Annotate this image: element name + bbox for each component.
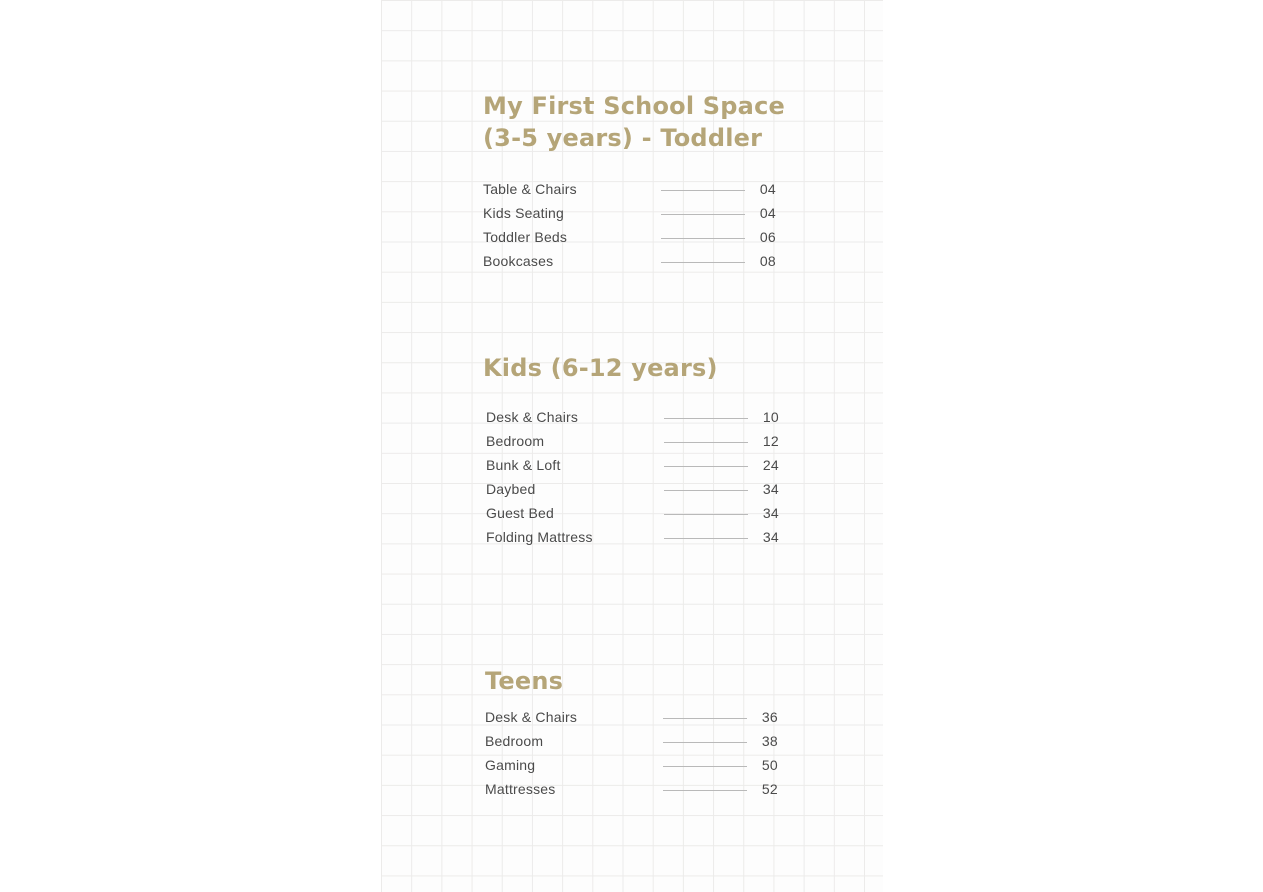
entry-page-number: 04	[759, 181, 776, 197]
contents-list	[483, 178, 785, 274]
entry-page-number: 12	[762, 433, 779, 449]
leader-line	[664, 466, 748, 467]
contents-entry-bedroom[interactable]	[486, 430, 781, 454]
contents-entry-daybed[interactable]	[486, 478, 781, 502]
leader-line	[661, 214, 745, 215]
entry-page-number: 04	[759, 205, 776, 221]
entry-label: Daybed	[486, 481, 536, 497]
section-title	[485, 665, 780, 697]
contents-entry-bunk-loft[interactable]	[486, 454, 781, 478]
entry-page-number: 34	[762, 505, 779, 521]
entry-page-number: 24	[762, 457, 779, 473]
entry-page-number: 52	[761, 781, 778, 797]
entry-page-number: 08	[759, 253, 776, 269]
entry-label: Kids Seating	[483, 205, 565, 221]
entry-page-number: 36	[761, 709, 778, 725]
contents-entry-desk-chairs[interactable]	[485, 706, 780, 730]
entry-page-number: 34	[762, 529, 779, 545]
contents-entry-bookcases[interactable]	[483, 250, 778, 274]
entry-label: Bunk & Loft	[486, 457, 561, 473]
entry-label: Table & Chairs	[483, 181, 577, 197]
contents-entry-table-chairs[interactable]	[483, 178, 778, 202]
contents-entry-desk-chairs[interactable]	[486, 406, 781, 430]
section-teens	[485, 665, 780, 802]
entry-label: Bedroom	[486, 433, 545, 449]
section-title-line: My First School Space	[483, 92, 785, 120]
leader-line	[664, 418, 748, 419]
leader-line	[664, 514, 748, 515]
section-toddler	[483, 90, 785, 274]
entry-label: Gaming	[485, 757, 536, 773]
leader-line	[663, 766, 747, 767]
leader-line	[661, 238, 745, 239]
entry-page-number: 06	[759, 229, 776, 245]
entry-label: Bookcases	[483, 253, 554, 269]
contents-entry-bedroom[interactable]	[485, 730, 780, 754]
contents-entry-guest-bed[interactable]	[486, 502, 781, 526]
leader-line	[664, 538, 748, 539]
contents-entry-kids-seating[interactable]	[483, 202, 778, 226]
entry-page-number: 10	[762, 409, 779, 425]
entry-label: Mattresses	[485, 781, 556, 797]
leader-line	[664, 490, 748, 491]
entry-page-number: 38	[761, 733, 778, 749]
leader-line	[663, 718, 747, 719]
entry-label: Desk & Chairs	[486, 409, 579, 425]
contents-entry-gaming[interactable]	[485, 754, 780, 778]
entry-label: Folding Mattress	[486, 529, 593, 545]
entry-page-number: 34	[762, 481, 779, 497]
catalog-contents-page	[381, 0, 883, 892]
section-title	[483, 90, 785, 154]
section-kids	[483, 352, 778, 550]
contents-entry-toddler-beds[interactable]	[483, 226, 778, 250]
entry-page-number: 50	[761, 757, 778, 773]
entry-label: Toddler Beds	[483, 229, 568, 245]
section-title-line: (3-5 years) - Toddler	[483, 124, 763, 152]
leader-line	[661, 190, 745, 191]
entry-label: Desk & Chairs	[485, 709, 578, 725]
leader-line	[663, 790, 747, 791]
contents-list	[485, 706, 780, 802]
contents-list	[486, 406, 781, 550]
section-title	[483, 352, 778, 384]
entry-label: Bedroom	[485, 733, 544, 749]
entry-label: Guest Bed	[486, 505, 554, 521]
contents-entry-folding-mattress[interactable]	[486, 526, 781, 550]
leader-line	[661, 262, 745, 263]
section-title-line: Teens	[485, 667, 564, 695]
contents-entry-mattresses[interactable]	[485, 778, 780, 802]
section-title-line: Kids (6-12 years)	[483, 354, 718, 382]
leader-line	[664, 442, 748, 443]
leader-line	[663, 742, 747, 743]
